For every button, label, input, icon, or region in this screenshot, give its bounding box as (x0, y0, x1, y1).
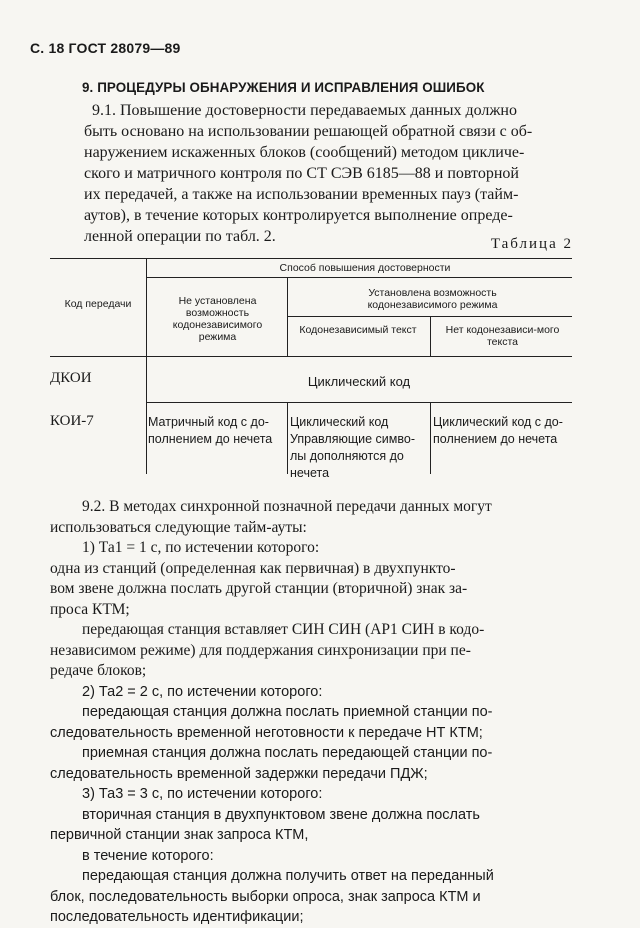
table-label: Таблица 2 (490, 236, 573, 252)
table-rule (288, 316, 572, 317)
col-header-not-established: Не установлена возможность кодонезависимого режима (172, 295, 263, 343)
col-header-code: Код передачи (64, 298, 132, 310)
row-koi7-c3: Циклический код с до-полнением до нечета (433, 415, 563, 446)
table-col-rule (146, 258, 147, 474)
col-header-no-code-indep: Нет кодонезависи-мого текста (445, 324, 560, 348)
body-line: в течение которого: (82, 847, 214, 864)
table-header-bottom-rule (50, 356, 572, 357)
table-top-rule (50, 258, 572, 259)
body-line: 9.2. В методах синхронной позначной передачи данных могут (82, 498, 492, 515)
body-line: передающая станция вставляет СИН СИН (АР1 СИН в кодо- (82, 621, 485, 638)
body-line: приемная станция должна послать передающей станции по- (82, 745, 493, 761)
para-line: аутов), в течение которых контролируется выполнение опреде- (84, 207, 513, 224)
para-line: ленной операции по табл. 2. (84, 228, 276, 245)
body-line: передающая станция должна послать приемной станции по- (82, 704, 493, 720)
para-line: наружением искаженных блоков (сообщений) методом цикличе- (84, 144, 525, 161)
paragraph-9-1 (84, 100, 574, 247)
para-line: быть основано на использовании решающей обратной связи с об- (84, 123, 533, 140)
body-line: последовательность идентификации; (50, 909, 304, 925)
body-line: вторичная станция в двухпунктовом звене должна послать (82, 806, 480, 823)
para-line: ского и матричного контроля по СТ СЭВ 6185—88 и повторной (84, 165, 519, 182)
body-line: следовательность временной задержки передачи ПДЖ; (50, 765, 428, 782)
body-line: проса КТМ; (50, 600, 130, 618)
body-9-2 (50, 497, 575, 928)
row-koi7-c2: Циклический код Управляющие симво-лы дополняются до нечета (290, 415, 415, 480)
body-line: одна из станций (определенная как первичная) в двухпункто- (50, 559, 456, 577)
table-rule (146, 402, 572, 403)
table-col-rule (430, 402, 431, 474)
body-line: использоваться следующие тайм-ауты: (50, 518, 307, 536)
col-header-code-indep: Кодонезависимый текст (299, 324, 417, 336)
col-header-established: Установлена возможность кодонезависимого режима (367, 287, 498, 311)
table-col-rule (430, 316, 431, 356)
row-dkoi-merged: Циклический код (307, 374, 411, 389)
body-line: независимом режиме) для поддержания синхронизации при пе- (50, 641, 471, 659)
row-code-dkoi: ДКОИ (50, 370, 92, 386)
body-line: первичной станции знак запроса КТМ, (50, 827, 309, 843)
body-line: вом звене должна послать другой станции (вторичной) знак за- (50, 580, 468, 597)
table-col-rule (287, 402, 288, 474)
body-line: 1) Та1 = 1 с, по истечении которого: (82, 539, 320, 556)
body-line: 3) Та3 = 3 с, по истечении которого: (82, 786, 323, 802)
body-line: редаче блоков; (50, 662, 147, 679)
row-koi7-c1: Матричный код с до-полнением до нечета (148, 415, 273, 446)
body-line: передающая станция должна получить ответ на переданный (82, 868, 494, 884)
page-header: С. 18 ГОСТ 28079—89 (30, 40, 181, 56)
body-line: 2) Та2 = 2 с, по истечении которого: (82, 683, 323, 700)
body-line: блок, последовательность выборки опроса, знак запроса КТМ и (50, 888, 481, 905)
section-title: 9. ПРОЦЕДУРЫ ОБНАРУЖЕНИЯ И ИСПРАВЛЕНИЯ ОШИБОК (82, 80, 485, 95)
col-header-method: Способ повышения достоверности (279, 262, 451, 274)
table-rule (146, 277, 572, 278)
table-col-rule (287, 277, 288, 356)
para-line: 9.1. Повышение достоверности передаваемых данных должно (92, 102, 517, 119)
body-line: следовательность временной неготовности к передаче НТ КТМ; (50, 724, 483, 741)
para-line: их передачей, а также на использовании временных пауз (тайм- (84, 186, 519, 203)
row-code-koi7: КОИ-7 (50, 413, 94, 429)
